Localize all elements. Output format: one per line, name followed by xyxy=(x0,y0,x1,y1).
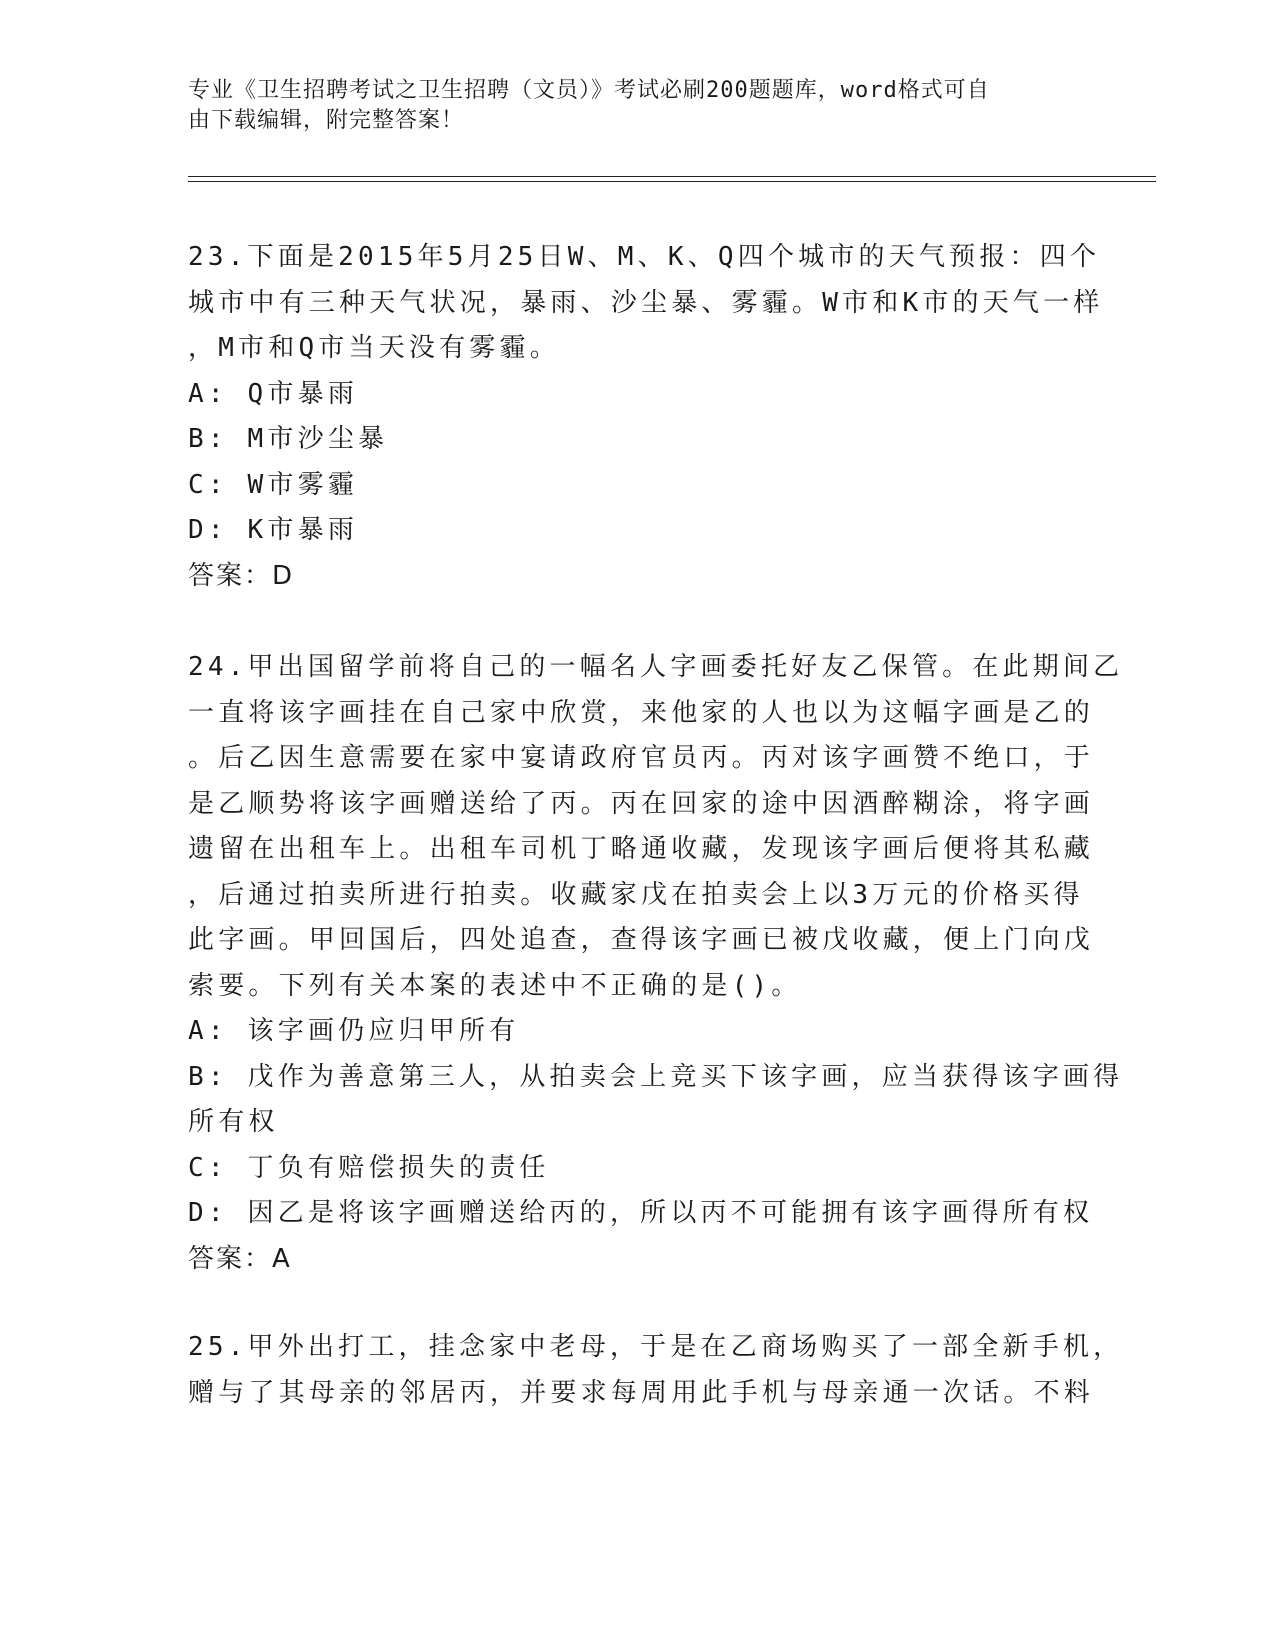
question-23-option-c: C: W市雾霾 xyxy=(188,469,359,500)
question-24-text-line-5: 遗留在出租车上。出租车司机丁略通收藏，发现该字画后便将其私藏 xyxy=(188,834,1095,864)
question-23-answer: 答案：D xyxy=(188,560,295,591)
header-line-1: 专业《卫生招聘考试之卫生招聘（文员）》考试必刷200题题库，word格式可自 xyxy=(188,78,990,103)
question-23-option-b: B: M市沙尘暴 xyxy=(188,424,389,454)
question-24-text-line-6: ，后通过拍卖所进行拍卖。收藏家戊在拍卖会上以3万元的价格买得 xyxy=(188,879,1084,910)
question-24-text-line-1: 24.甲出国留学前将自己的一幅名人字画委托好友乙保管。在此期间乙 xyxy=(188,652,1124,682)
question-23-text-line-1: 23.下面是2015年5月25日W、M、K、Q四个城市的天气预报：四个 xyxy=(188,242,1101,272)
question-23-text-line-3: ，M市和Q市当天没有雾霾。 xyxy=(188,333,560,363)
question-24-option-b: B: 戊作为善意第三人，从拍卖会上竞买下该字画，应当获得该字画得 xyxy=(188,1061,1124,1092)
question-24-text-line-8: 索要。下列有关本案的表述中不正确的是()。 xyxy=(188,970,802,1001)
question-24-option-c: C: 丁负有赔偿损失的责任 xyxy=(188,1152,550,1183)
question-25-text-line-1: 25.甲外出打工，挂念家中老母，于是在乙商场购买了一部全新手机， xyxy=(188,1332,1124,1362)
document-header xyxy=(188,76,1068,136)
header-divider-bottom xyxy=(188,181,1156,182)
question-24-text-line-3: 。后乙因生意需要在家中宴请政府官员丙。丙对该字画赞不绝口，于 xyxy=(188,743,1095,773)
question-23 xyxy=(188,235,1104,599)
question-24-option-a: A: 该字画仍应归甲所有 xyxy=(188,1016,520,1046)
header-divider-top xyxy=(188,176,1156,177)
question-24-answer: 答案：A xyxy=(188,1243,292,1274)
question-24-text-line-4: 是乙顺势将该字画赠送给了丙。丙在回家的途中因酒醉糊涂，将字画 xyxy=(188,788,1095,819)
question-23-text-line-2: 城市中有三种天气状况，暴雨、沙尘暴、雾霾。W市和K市的天气一样 xyxy=(188,287,1104,318)
question-24 xyxy=(188,645,1124,1282)
question-23-option-a: A: Q市暴雨 xyxy=(188,378,359,409)
question-24-option-d: D: 因乙是将该字画赠送给丙的，所以丙不可能拥有该字画得所有权 xyxy=(188,1198,1094,1228)
question-24-option-b-continued: 所有权 xyxy=(188,1107,279,1137)
question-24-text-line-7: 此字画。甲回国后，四处追查，查得该字画已被戊收藏，便上门向戊 xyxy=(188,925,1095,955)
question-25 xyxy=(188,1325,1124,1416)
question-24-text-line-2: 一直将该字画挂在自己家中欣赏，来他家的人也以为这幅字画是乙的 xyxy=(188,697,1095,728)
header-line-2: 由下载编辑，附完整答案！ xyxy=(188,108,465,133)
question-23-option-d: D: K市暴雨 xyxy=(188,515,359,545)
question-25-text-line-2: 赠与了其母亲的邻居丙，并要求每周用此手机与母亲通一次话。不料 xyxy=(188,1377,1095,1408)
